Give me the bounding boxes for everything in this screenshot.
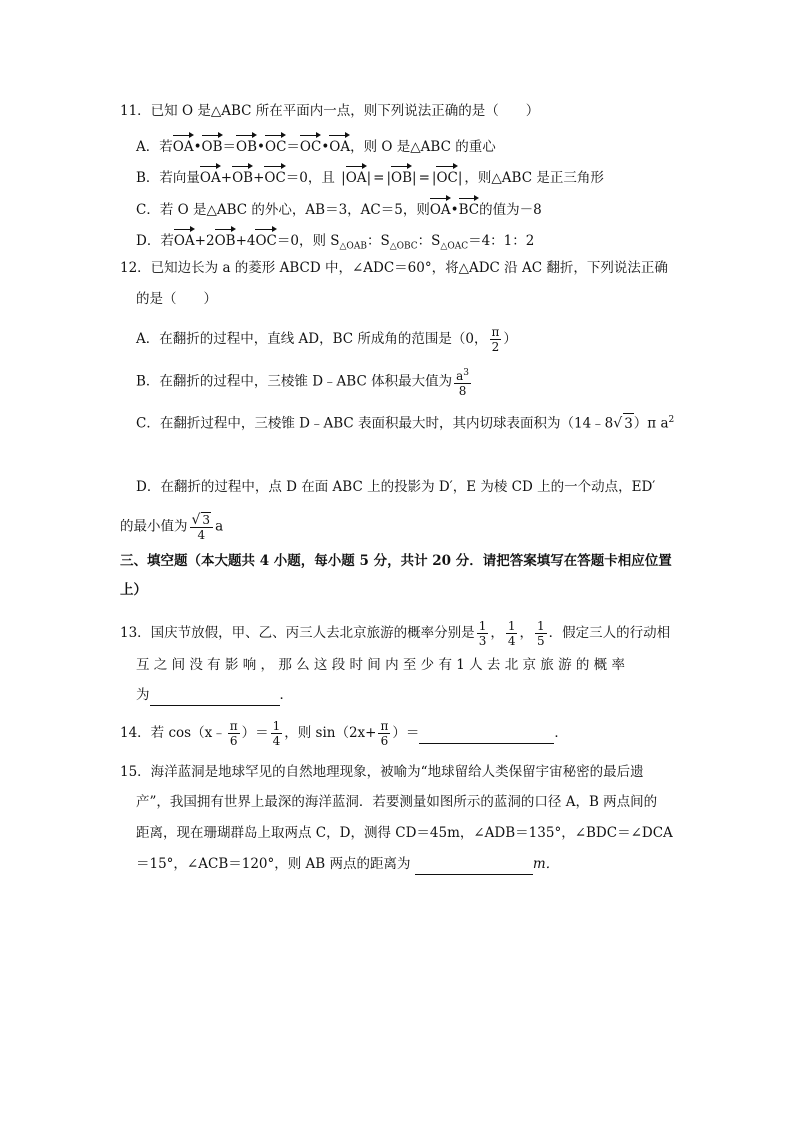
q12-option-d-line2: 的最小值为 $\frac{√ 3}{4}$ a [120, 512, 224, 542]
q12-option-d-line1: D．在翻折的过程中，点 D 在面 ABC 上的投影为 D′，E 为棱 CD 上的一个动点，ED′ [136, 479, 656, 495]
q12-stem-line1: 12．已知边长为 a 的菱形 ABCD 中，∠ADC＝60°，将△ADC 沿 AC 翻折，下列说法正确 [120, 260, 668, 276]
q11-option-d: D．若OA+2OB+4OC＝0，则 $S_{\triangle OAB}$：$S_{\triangle OBC}$：$S_{\triangle OAC}=4$：1：2 [136, 227, 534, 257]
q13-line1: 13．国庆节放假，甲、乙、丙三人去北京旅游的概率分别是 $\frac{1}{3}$ ， $\frac{1}{4}$ ， $\frac{1}{5}$ ．假定三人的行动相 [120, 619, 671, 648]
section-heading-line1: 三、填空题（本大题共 4 小题，每小题 5 分，共计 20 分．请把答案填写在答题卡相应位置 [120, 553, 672, 569]
q12-stem-line2: 的是（ ） [136, 291, 217, 307]
q11-option-b: B．若向量OA+OB+OC＝0，且 |OA| = |OB| = |OC| ，则△ABC 是正三角形 [136, 164, 604, 188]
q13-line3: 为 ． [136, 685, 293, 706]
q15-line2: 产”，我国拥有世界上最深的海洋蓝洞．若要测量如图所示的蓝洞的口径 A，B 两点间的 [136, 794, 658, 810]
q15-line4: ＝15°，∠ACB＝120°，则 AB 两点的距离为 m． [136, 854, 559, 875]
q13-line2: 互 之 间 没 有 影 响 ， 那 么 这 段 时 间 内 至 少 有 1 人 去 北 京 旅 游 的 概 率 [136, 657, 625, 673]
q12-option-c: C．在翻折过程中，三棱锥 D﹣ABC 表面积最大时，其内切球表面积为（14﹣8√ 3）π $a^2$ [136, 410, 674, 434]
section-heading-line2: 上） [120, 582, 147, 598]
q11-stem: 11．已知 O 是△ABC 所在平面内一点，则下列说法正确的是（ ） [120, 103, 540, 119]
q11-option-c: C．若 O 是△ABC 的外心，AB＝3，AC＝5，则OA•BC的值为－8 [136, 196, 542, 220]
q15-line3: 距离，现在珊瑚群岛上取两点 C，D，测得 CD＝45m，∠ADB＝135°，∠BDC＝∠DCA [136, 825, 673, 841]
q12-option-a: A．在翻折的过程中，直线 AD，BC 所成角的范围是（0， $\frac{\pi}{2}$ ） [136, 325, 517, 354]
q12-option-b: B．在翻折的过程中，三棱锥 D﹣ABC 体积最大值为 $\frac{a^3}{8}$ [136, 368, 469, 398]
q15-line1: 15．海洋蓝洞是地球罕见的自然地理现象，被喻为“地球留给人类保留宇宙秘密的最后遗 [120, 764, 644, 780]
q14-answer-blank[interactable] [419, 723, 554, 744]
q13-answer-blank[interactable] [150, 685, 280, 706]
q14-line: 14．若 cos（x﹣ $\frac{\pi}{6}$ ）＝ $\frac{1}{4}$ ，则 sin（2x+ $\frac{\pi}{6}$ ）＝ ． [120, 719, 568, 748]
q15-answer-blank[interactable] [415, 854, 533, 875]
q11-option-a: A．若OA•OB＝OB•OC＝OC•OA，则 O 是△ABC 的重心 [136, 133, 496, 157]
